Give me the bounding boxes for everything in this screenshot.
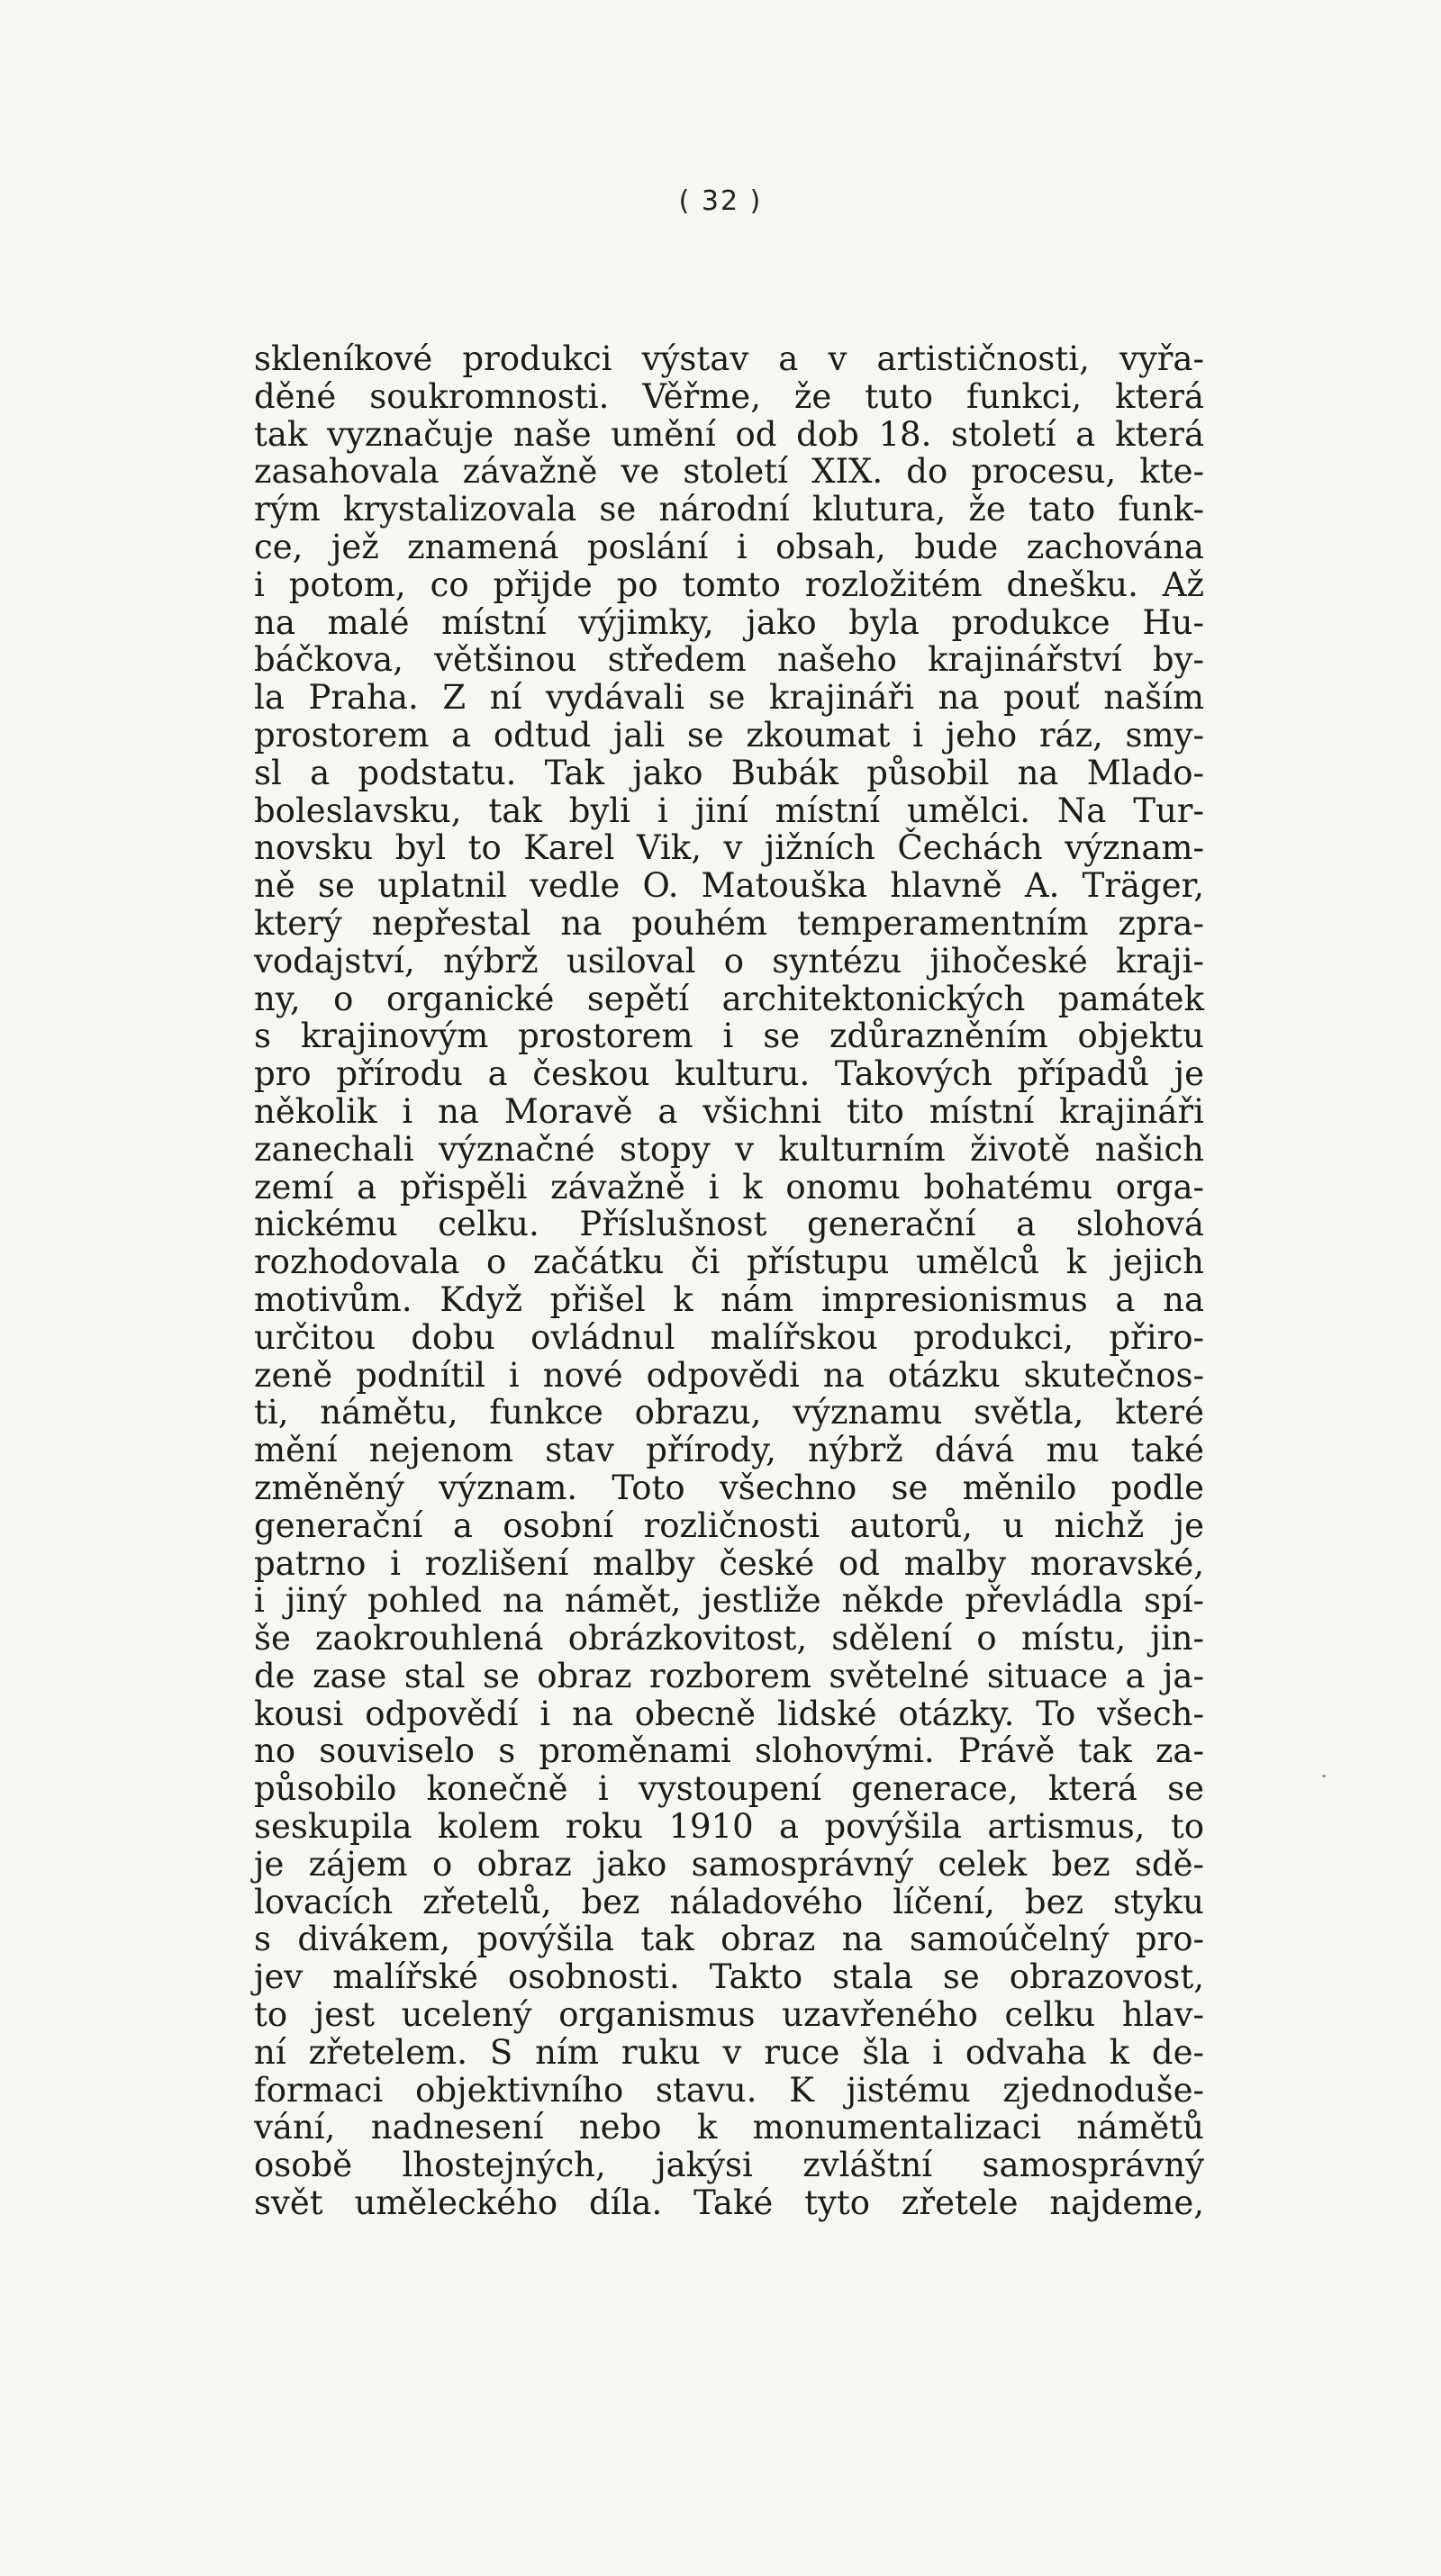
text-line: skleníkové produkci výstav a v artističnosti, vyřa- — [254, 339, 1204, 378]
text-line: ny, o organické sepětí architektonických památek — [254, 979, 1204, 1018]
text-line: zeně podnítil i nové odpovědi na otázku skutečnos- — [254, 1355, 1204, 1395]
text-line: vodajství, nýbrž usiloval o syntézu jihočeské kraji- — [254, 941, 1204, 981]
text-line: motivům. Když přišel k nám impresionismus a na — [254, 1279, 1204, 1319]
text-line: zasahovala závažně ve století XIX. do procesu, kte- — [254, 452, 1204, 492]
text-line: rým krystalizovala se národní klutura, že tato funk- — [254, 490, 1204, 529]
text-line: pro přírodu a českou kulturu. Takových případů je — [254, 1054, 1204, 1094]
text-line: určitou dobu ovládnul malířskou produkci, přiro- — [254, 1317, 1204, 1357]
text-line: ně se uplatnil vedle O. Matouška hlavně A. Träger, — [254, 866, 1204, 906]
text-line: je zájem o obraz jako samosprávný celek bez sdě- — [254, 1844, 1204, 1884]
text-line: patrno i rozlišení malby české od malby moravské, — [254, 1543, 1204, 1583]
text-line: novsku byl to Karel Vik, v jižních Čechách význam- — [254, 828, 1204, 868]
text-line: vání, nadnesení nebo k monumentalizaci námětů — [254, 2108, 1204, 2147]
text-line: ti, námětu, funkce obrazu, významu světla, které — [254, 1393, 1204, 1433]
text-line: de zase stal se obraz rozborem světelné situace a ja- — [254, 1656, 1204, 1695]
text-line: zemí a přispěli závažně i k onomu bohatému orga- — [254, 1167, 1204, 1207]
text-line: s krajinovým prostorem i se zdůrazněním objektu — [254, 1017, 1204, 1056]
text-line: děné soukromnosti. Věřme, že tuto funkci, která — [254, 376, 1204, 416]
text-line: jev malířské osobnosti. Takto stala se obrazovost, — [254, 1957, 1204, 1997]
text-line: no souviselo s proměnami slohovými. Právě tak za- — [254, 1731, 1204, 1771]
text-line: še zaokrouhlená obrázkovitost, sdělení o místu, jin- — [254, 1619, 1204, 1659]
text-line: rozhodovala o začátku či přístupu umělců k jejich — [254, 1243, 1204, 1282]
text-line: ní zřetelem. S ním ruku v ruce šla i odvaha k de- — [254, 2032, 1204, 2072]
text-line: prostorem a odtud jali se zkoumat i jeho ráz, smy- — [254, 715, 1204, 755]
text-line: mění nejenom stav přírody, nýbrž dává mu také — [254, 1431, 1204, 1470]
text-line: formaci objektivního stavu. K jistému zjednoduše- — [254, 2070, 1204, 2110]
body-text — [254, 340, 1204, 2222]
text-line: osobě lhostejných, jakýsi zvláštní samosprávný — [254, 2146, 1204, 2185]
text-line: s divákem, povýšila tak obraz na samoúčelný pro- — [254, 1920, 1204, 1959]
text-line: kousi odpovědí i na obecně lidské otázky. To všech- — [254, 1694, 1204, 1733]
paper-speck — [1322, 1775, 1326, 1777]
text-line: i potom, co přijde po tomto rozložitém dnešku. Až — [254, 565, 1204, 604]
text-line: několik i na Moravě a všichni tito místní krajináři — [254, 1091, 1204, 1131]
text-line: i jiný pohled na námět, jestliže někde převládla spí- — [254, 1581, 1204, 1621]
text-line: báčkova, většinou středem našeho krajinářství by- — [254, 640, 1204, 680]
text-line: lovacích zřetelů, bez náladového líčení, bez styku — [254, 1882, 1204, 1921]
text-line: sl a podstatu. Tak jako Bubák působil na Mlado- — [254, 753, 1204, 792]
text-line: změněný význam. Toto všechno se měnilo podle — [254, 1468, 1204, 1507]
text-line: to jest ucelený organismus uzavřeného celku hlav- — [254, 1995, 1204, 2035]
text-line: tak vyznačuje naše umění od dob 18. století a která — [254, 414, 1204, 454]
text-line: působilo konečně i vystoupení generace, která se — [254, 1769, 1204, 1809]
text-line: boleslavsku, tak byli i jiní místní umělci. Na Tur- — [254, 791, 1204, 830]
text-line: nickému celku. Příslušnost generační a slohová — [254, 1205, 1204, 1244]
text-line: který nepřestal na pouhém temperamentním zpra- — [254, 903, 1204, 943]
text-line: svět uměleckého díla. Také tyto zřetele najdeme, — [254, 2183, 1204, 2223]
text-line: generační a osobní rozličnosti autorů, u nichž je — [254, 1505, 1204, 1545]
text-line: seskupila kolem roku 1910 a povýšila artismus, to — [254, 1807, 1204, 1847]
text-line: la Praha. Z ní vydávali se krajináři na pouť naším — [254, 678, 1204, 718]
text-line: ce, jež znamená poslání i obsah, bude zachována — [254, 527, 1204, 566]
page-number: ( 32 ) — [678, 185, 763, 217]
text-line: zanechali význačné stopy v kulturním životě našich — [254, 1129, 1204, 1169]
text-line: na malé místní výjimky, jako byla produkce Hu- — [254, 602, 1204, 642]
